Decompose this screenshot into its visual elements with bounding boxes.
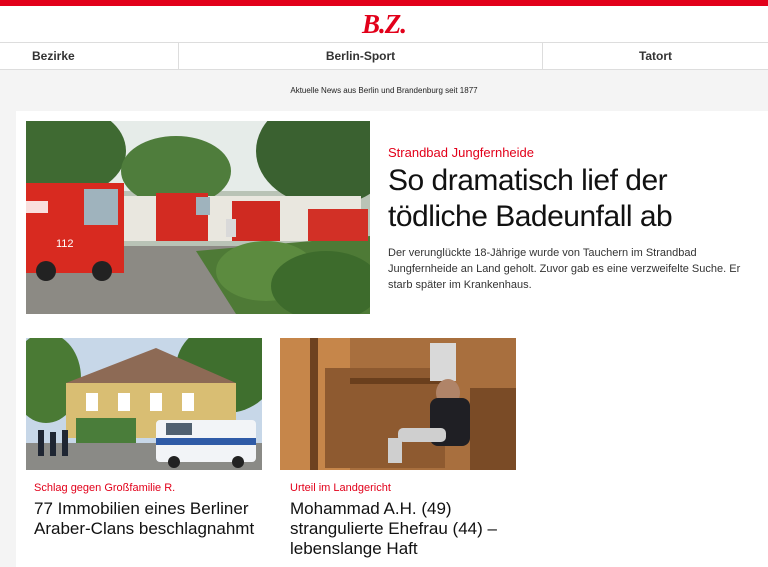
card-kicker-raid[interactable]: Schlag gegen Großfamilie R.	[34, 482, 176, 494]
hero-image[interactable]	[26, 121, 370, 314]
header	[0, 6, 768, 42]
bz-logo[interactable]: B.Z.	[361, 8, 406, 39]
card-image-court[interactable]	[280, 338, 516, 470]
card-kicker-court[interactable]: Urteil im Landgericht	[290, 482, 391, 494]
card-image-raid[interactable]	[26, 338, 262, 470]
card-headline-raid[interactable]: 77 Immobilien eines Berliner Araber-Clans beschlagnahmt	[34, 499, 255, 538]
tagline: Aktuelle News aus Berlin und Brandenburg seit 1877	[290, 86, 478, 95]
nav-item-tatort[interactable]: Tatort	[638, 49, 673, 63]
main-nav	[0, 42, 768, 70]
nav-item-bezirke[interactable]: Bezirke	[0, 43, 179, 69]
nav-item-berlin-sport[interactable]: Berlin-Sport	[179, 43, 543, 69]
hero-kicker[interactable]: Strandbad Jungfernheide	[388, 145, 535, 160]
hero-headline[interactable]: So dramatisch lief der tödliche Badeunfall ab	[388, 164, 673, 233]
truck-number: 112	[56, 238, 74, 250]
raid-illustration	[26, 338, 262, 470]
hero-teaser: Der verunglückte 18-Jährige wurde von Tauchern im Strandbad Jungfernheide an Land geholt. Zuvor gab es eine verzweifelte Suche. Er starb später im Krankenhaus.	[388, 247, 741, 291]
card-headline-court[interactable]: Mohammad A.H. (49) strangulierte Ehefrau (44) – lebenslange Haft	[290, 499, 497, 558]
main-content	[16, 111, 768, 567]
hero-illustration	[26, 121, 370, 314]
court-illustration	[280, 338, 516, 470]
